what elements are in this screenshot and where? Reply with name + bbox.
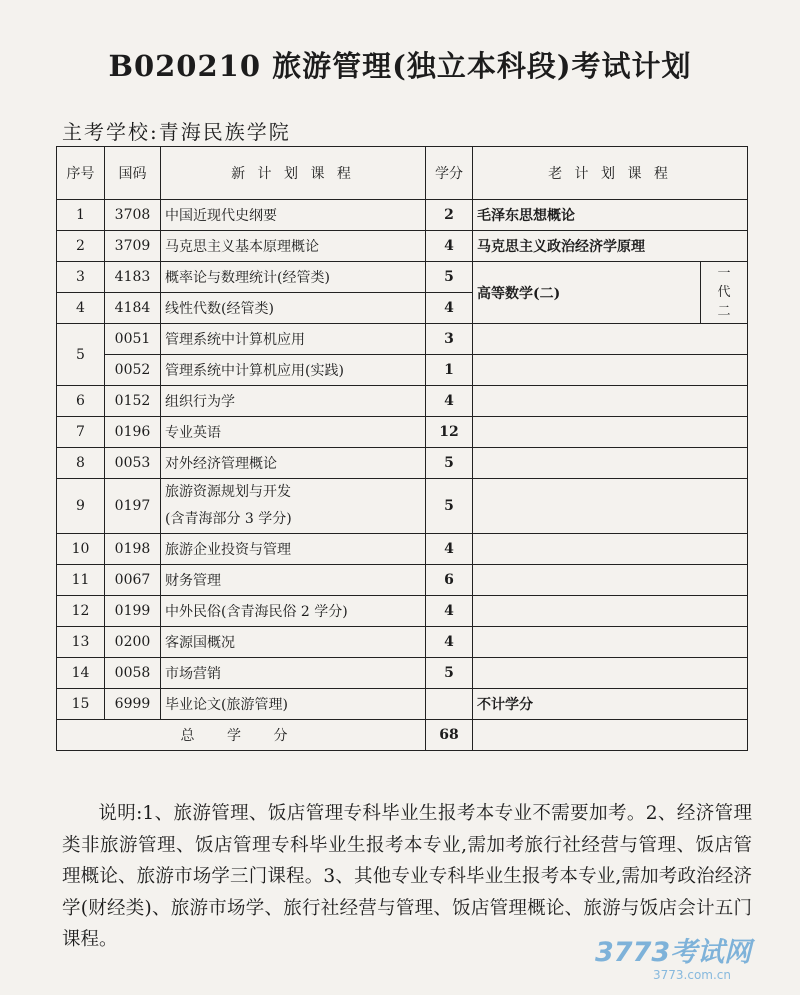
row-seq: 14 xyxy=(57,658,105,689)
row-credit: 4 xyxy=(426,627,473,658)
row-credit: 2 xyxy=(426,200,473,231)
note-rest: 2、经济管理类非旅游管理、饭店管理专科毕业生报考本专业,需加考旅行社经营与管理、饭店管理概论、旅游市场学三门课程。3、其他专业专科毕业生报考本专业,需加考政治经济学(财经类)、旅游市场学、旅行社经营与管理、饭店管理概论、旅游与饭店会计五门课程。 xyxy=(62,803,752,950)
row-course: 旅游企业投资与管理 xyxy=(161,534,426,565)
table-row xyxy=(57,324,748,355)
row-code: 4184 xyxy=(105,293,161,324)
table-row xyxy=(57,534,748,565)
table-row xyxy=(57,596,748,627)
row-course: 市场营销 xyxy=(161,658,426,689)
row-code: 3709 xyxy=(105,231,161,262)
row-course: 管理系统中计算机应用(实践) xyxy=(161,355,426,386)
total-old-course xyxy=(473,720,748,751)
row-credit xyxy=(426,689,473,720)
row-course: 管理系统中计算机应用 xyxy=(161,324,426,355)
row-seq: 3 xyxy=(57,262,105,293)
row-course xyxy=(161,479,426,534)
row-credit: 12 xyxy=(426,417,473,448)
row-old-course xyxy=(473,448,748,479)
row-seq: 11 xyxy=(57,565,105,596)
table-row xyxy=(57,355,748,386)
row-code: 0198 xyxy=(105,534,161,565)
row-seq: 2 xyxy=(57,231,105,262)
table-row xyxy=(57,200,748,231)
site-watermark xyxy=(595,930,795,990)
table-row xyxy=(57,565,748,596)
row-course: 组织行为学 xyxy=(161,386,426,417)
row-course: 毕业论文(旅游管理) xyxy=(161,689,426,720)
note-line1: 说明:1、旅游管理、饭店管理专科毕业生报考本专业不需要加考。 xyxy=(98,803,646,824)
row-code: 0199 xyxy=(105,596,161,627)
row-seq: 5 xyxy=(57,324,105,386)
row-seq: 13 xyxy=(57,627,105,658)
host-school: 主考学校:青海民族学院 xyxy=(62,120,291,144)
row-old-course xyxy=(473,627,748,658)
row-seq: 15 xyxy=(57,689,105,720)
row-code: 4183 xyxy=(105,262,161,293)
row-course: 中国近现代史纲要 xyxy=(161,200,426,231)
row-code: 0053 xyxy=(105,448,161,479)
row-course: 中外民俗(含青海民俗 2 学分) xyxy=(161,596,426,627)
row-old-course xyxy=(473,386,748,417)
row-seq: 12 xyxy=(57,596,105,627)
watermark-logo: 3773考试网 xyxy=(595,937,752,968)
row-credit: 1 xyxy=(426,355,473,386)
row-credit: 4 xyxy=(426,386,473,417)
row-credit: 4 xyxy=(426,596,473,627)
total-label: 总 学 分 xyxy=(57,720,426,751)
row-course-line2: (含青海部分 3 学分) xyxy=(165,511,292,527)
row-seq: 1 xyxy=(57,200,105,231)
row-course: 概率论与数理统计(经管类) xyxy=(161,262,426,293)
header-credit: 学分 xyxy=(426,147,473,200)
row-code: 0067 xyxy=(105,565,161,596)
row-old-course xyxy=(473,658,748,689)
row-code: 0058 xyxy=(105,658,161,689)
row-code: 0052 xyxy=(105,355,161,386)
table-row xyxy=(57,689,748,720)
row-course: 专业英语 xyxy=(161,417,426,448)
row-old-course xyxy=(473,324,748,355)
row-code: 0196 xyxy=(105,417,161,448)
row-seq: 10 xyxy=(57,534,105,565)
row-credit: 4 xyxy=(426,293,473,324)
header-code: 国码 xyxy=(105,147,161,200)
row-old-course xyxy=(473,355,748,386)
row-old-course: 马克思主义政治经济学原理 xyxy=(473,231,748,262)
table-row xyxy=(57,262,748,293)
header-new-course: 新 计 划 课 程 xyxy=(161,147,426,200)
row-credit: 6 xyxy=(426,565,473,596)
table-row xyxy=(57,627,748,658)
row-old-course xyxy=(473,596,748,627)
row-course-line1: 旅游资源规划与开发 xyxy=(165,484,291,500)
replacement-note xyxy=(701,262,748,324)
table-row xyxy=(57,658,748,689)
row-old-course: 毛泽东思想概论 xyxy=(473,200,748,231)
row-old-course xyxy=(473,534,748,565)
table-row xyxy=(57,417,748,448)
row-code: 6999 xyxy=(105,689,161,720)
row-course: 客源国概况 xyxy=(161,627,426,658)
row-code: 0152 xyxy=(105,386,161,417)
row-seq: 8 xyxy=(57,448,105,479)
row-old-course xyxy=(473,565,748,596)
row-credit: 5 xyxy=(426,479,473,534)
row-seq: 4 xyxy=(57,293,105,324)
table-row xyxy=(57,448,748,479)
exam-plan-table xyxy=(56,146,748,751)
row-code: 0200 xyxy=(105,627,161,658)
row-course: 马克思主义基本原理概论 xyxy=(161,231,426,262)
row-code: 0051 xyxy=(105,324,161,355)
table-row xyxy=(57,386,748,417)
row-credit: 4 xyxy=(426,231,473,262)
header-seq: 序号 xyxy=(57,147,105,200)
row-credit: 5 xyxy=(426,658,473,689)
table-row xyxy=(57,231,748,262)
total-row xyxy=(57,720,748,751)
header-old-course: 老 计 划 课 程 xyxy=(473,147,748,200)
page-title: B020210 旅游管理(独立本科段)考试计划 xyxy=(108,49,692,83)
row-code: 0197 xyxy=(105,479,161,534)
row-seq: 7 xyxy=(57,417,105,448)
row-old-course xyxy=(473,479,748,534)
table-header-row xyxy=(57,147,748,200)
row-seq: 9 xyxy=(57,479,105,534)
row-code: 3708 xyxy=(105,200,161,231)
row-credit: 5 xyxy=(426,448,473,479)
watermark-url: 3773.com.cn xyxy=(653,968,731,982)
table-row xyxy=(57,479,748,534)
row-course: 对外经济管理概论 xyxy=(161,448,426,479)
row-credit: 5 xyxy=(426,262,473,293)
row-credit: 3 xyxy=(426,324,473,355)
total-credit: 68 xyxy=(426,720,473,751)
row-seq: 6 xyxy=(57,386,105,417)
row-old-course xyxy=(473,417,748,448)
row-old-course: 不计学分 xyxy=(473,689,748,720)
row-course: 线性代数(经管类) xyxy=(161,293,426,324)
row-course: 财务管理 xyxy=(161,565,426,596)
row-old-course: 高等数学(二) xyxy=(473,262,701,324)
replacement-note-text: 一代二 xyxy=(717,266,731,319)
row-credit: 4 xyxy=(426,534,473,565)
